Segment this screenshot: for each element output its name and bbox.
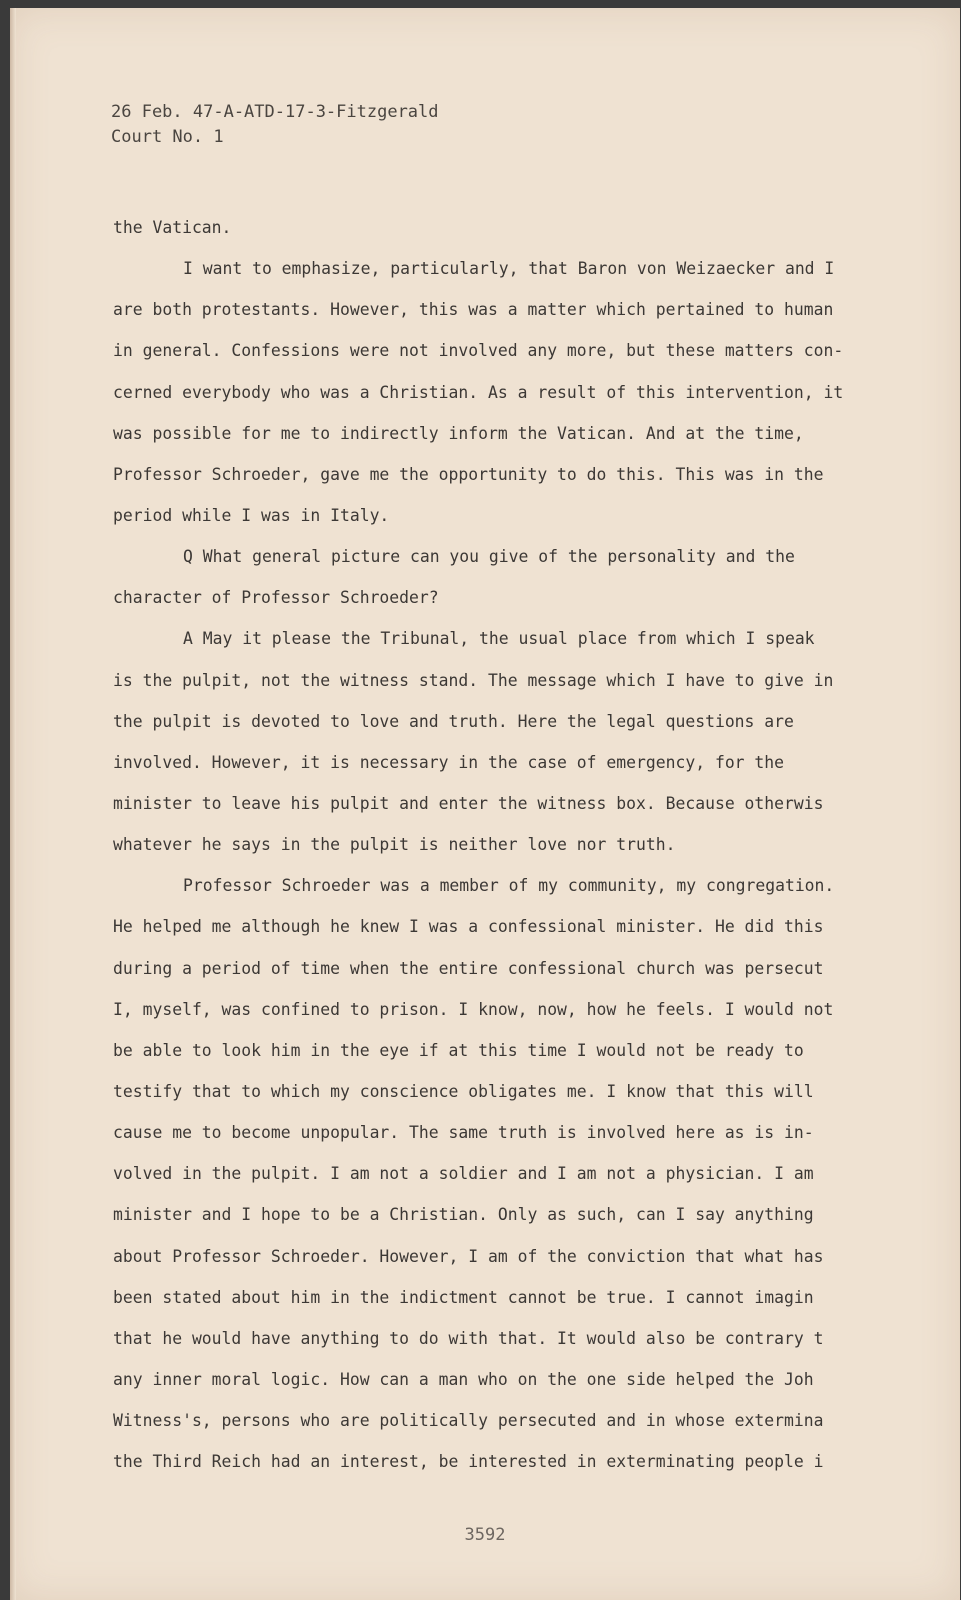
document-header	[111, 100, 439, 150]
page-number: 3592	[464, 1525, 506, 1545]
transcript-line: the Third Reich had an interest, be interested in exterminating people i	[113, 1452, 824, 1472]
transcript-line: the Vatican.	[113, 218, 232, 237]
case-reference: 26 Feb. 47-A-ATD-17-3-Fitzgerald	[111, 102, 439, 122]
transcript-line: was possible for me to indirectly inform the Vatican. And at the time,	[113, 423, 804, 443]
transcript-line: whatever he says in the pulpit is neither love nor truth.	[113, 835, 676, 855]
transcript-line: Professor Schroeder, gave me the opportunity to do this. This was in the	[113, 464, 824, 484]
court-number: Court No. 1	[111, 127, 224, 147]
transcript-line: minister and I hope to be a Christian. Only as such, can I say anything	[113, 1205, 814, 1225]
transcript-line: any inner moral logic. How can a man who on the one side helped the Joh	[113, 1369, 814, 1389]
transcript-line: Professor Schroeder was a member of my community, my congregation.	[183, 876, 835, 896]
transcript-line: period while I was in Italy.	[113, 505, 390, 525]
transcript-line: I want to emphasize, particularly, that Baron von Weizaecker and I	[183, 259, 835, 279]
transcript-line: I, myself, was confined to prison. I know, now, how he feels. I would not	[113, 999, 834, 1019]
transcript-line: Witness's, persons who are politically persecuted and in whose extermina	[113, 1411, 824, 1431]
transcript-line: about Professor Schroeder. However, I am of the conviction that what has	[113, 1246, 824, 1266]
transcript-line: during a period of time when the entire confessional church was persecut	[113, 958, 824, 978]
transcript-line: cerned everybody who was a Christian. As a result of this intervention, it	[113, 382, 844, 402]
transcript-line: testify that to which my conscience obligates me. I know that this will	[113, 1081, 814, 1101]
transcript-line: involved. However, it is necessary in the case of emergency, for the	[113, 752, 785, 772]
transcript-line: A May it please the Tribunal, the usual place from which I speak	[183, 629, 815, 649]
transcript-line: in general. Confessions were not involved any more, but these matters con-	[113, 341, 844, 361]
transcript-line: character of Professor Schroeder?	[113, 588, 439, 608]
transcript-line: that he would have anything to do with that. It would also be contrary t	[113, 1328, 824, 1348]
transcript-line: is the pulpit, not the witness stand. The message which I have to give in	[113, 670, 834, 690]
transcript-line: volved in the pulpit. I am not a soldier and I am not a physician. I am	[113, 1164, 814, 1184]
transcript-line: the pulpit is devoted to love and truth. Here the legal questions are	[113, 711, 794, 731]
transcript-line: been stated about him in the indictment cannot be true. I cannot imagin	[113, 1287, 814, 1307]
transcript-line: cause me to become unpopular. The same truth is involved here as is in-	[113, 1123, 814, 1143]
transcript-line: He helped me although he knew I was a confessional minister. He did this	[113, 917, 824, 937]
transcript-line: minister to leave his pulpit and enter the witness box. Because otherwis	[113, 793, 824, 813]
transcript-line: Q What general picture can you give of the personality and the	[183, 547, 795, 567]
transcript-line: be able to look him in the eye if at this time I would not be ready to	[113, 1040, 804, 1060]
transcript-line: are both protestants. However, this was a matter which pertained to human	[113, 300, 834, 320]
transcript-body	[113, 207, 873, 1482]
document-page	[10, 8, 960, 1600]
